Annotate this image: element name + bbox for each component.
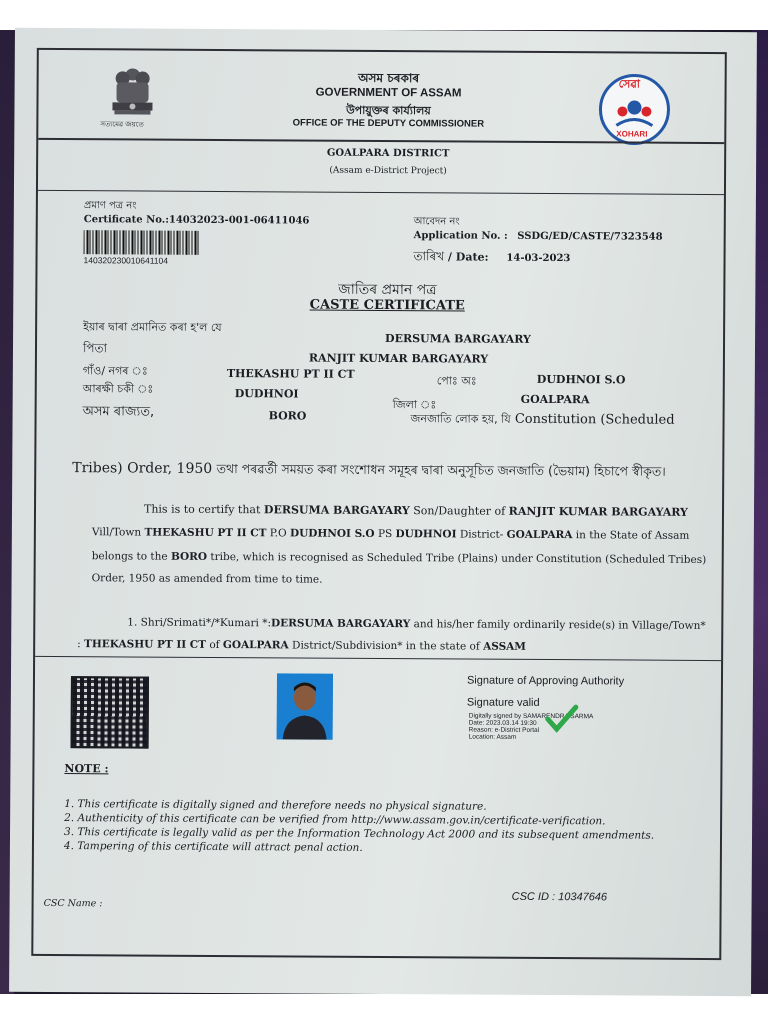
- person-photo-icon: [277, 673, 333, 739]
- title-en: CASTE CERTIFICATE: [309, 297, 465, 314]
- cert-no-value: 14032023-001-06411046: [168, 214, 310, 227]
- p4: Order, 1950 as amended from time to time.: [91, 572, 323, 586]
- father-label-bn: পিতা: [82, 341, 108, 356]
- barcode-number: 140320230010641104: [83, 255, 169, 266]
- field-district: GOALPARA: [520, 392, 590, 407]
- r2-c: District/Subdivision* in the state of: [292, 639, 480, 653]
- date-value: 14-03-2023: [506, 252, 571, 265]
- header-assamese-govt: অসম চৰকাৰ: [358, 70, 420, 86]
- r1-b: and his/her family ordinarily reside(s) in Village/Town*: [413, 618, 706, 632]
- r2-vill: THEKASHU PT II CT: [84, 638, 207, 651]
- district-label-bn: জিলা ঃ: [392, 398, 437, 412]
- p1-a: This is to certify that: [143, 502, 261, 517]
- r1-name: DERSUMA BARGAYARY: [271, 617, 411, 631]
- csc-id-label: CSC ID :: [511, 890, 556, 904]
- background-bottom: [0, 994, 768, 1024]
- csc-name-label: CSC Name :: [43, 897, 103, 910]
- p1-b: Son/Daughter of: [413, 504, 506, 518]
- po-label-bn: পোঃ অঃ: [436, 374, 477, 388]
- logo-text: XOHARI: [616, 129, 648, 139]
- notes-title: NOTE :: [64, 762, 109, 776]
- certify-label-bn: ইয়াৰ দ্বাৰা প্ৰমানিত কৰা হ'ল যে: [83, 320, 222, 335]
- p2-c: PS: [377, 527, 393, 541]
- project-divider: [38, 190, 724, 195]
- sig-reason: Reason: e-District Portal: [468, 726, 540, 734]
- p3-a: belongs to the: [91, 550, 168, 563]
- header-govt: GOVERNMENT OF ASSAM: [315, 86, 462, 100]
- field-po: DUDHNOI S.O: [536, 372, 626, 387]
- logo-script: সেৱা: [618, 77, 641, 91]
- emblem-motto: সত্যমেৱ জয়তে: [100, 120, 144, 129]
- r2-a: :: [77, 638, 81, 651]
- field-name: DERSUMA BARGAYARY: [385, 332, 531, 346]
- valid-check-icon: [545, 703, 579, 737]
- xohari-logo: [594, 69, 674, 149]
- cert-no-label: Certificate No.:: [83, 214, 169, 226]
- project-title: (Assam e-District Project): [329, 165, 447, 177]
- order-en: Tribes) Order, 1950: [72, 460, 213, 477]
- r1-a: 1. Shri/Srimati*/*Kumari *:: [127, 616, 272, 630]
- title-bn: জাতিৰ প্ৰমান পত্ৰ: [338, 281, 437, 299]
- note-4: 4. Tampering of this certificate will attract penal action.: [63, 840, 363, 854]
- app-no-label-bn: আবেদন নং: [413, 216, 460, 228]
- sig-valid: Signature valid: [466, 696, 540, 709]
- csc-id-value: 10347646: [558, 891, 608, 904]
- p2-vill: THEKASHU PT II CT: [144, 526, 267, 540]
- r2-state: ASSAM: [483, 640, 526, 653]
- ps-label-bn: আৰক্ষী চকী ঃ: [82, 382, 154, 396]
- state-label-bn: অসম ৰাজ্যত,: [82, 404, 155, 420]
- p2-d: District-: [459, 528, 504, 541]
- applicant-photo: [277, 673, 333, 739]
- p2-po: DUDHNOI S.O: [289, 527, 375, 540]
- r2-dist: GOALPARA: [222, 639, 289, 652]
- p1-father: RANJIT KUMAR BARGAYARY: [508, 504, 688, 519]
- tribe-line-bn: জনজাতি লোক হয়, যি: [410, 412, 511, 426]
- p2-a: Vill/Town: [91, 526, 142, 539]
- sig-date: Date: 2023.03.14 19:30: [468, 719, 537, 727]
- r2-b: of: [209, 638, 220, 652]
- p1-name: DERSUMA BARGAYARY: [263, 503, 410, 518]
- p3-tribe: BORO: [170, 550, 208, 563]
- body-divider: [35, 656, 721, 661]
- p3-b: tribe, which is recognised as Scheduled Tribe (Plains) under Constitution (Scheduled Tribes): [210, 550, 707, 566]
- sig-authority: Signature of Approving Authority: [466, 674, 625, 688]
- header-assamese-office: উপায়ুক্তৰ কাৰ্য্যালয়: [346, 103, 431, 118]
- p2-dist: GOALPARA: [506, 528, 573, 542]
- p2-e: in the State of Assam: [575, 529, 690, 542]
- order-bn: তথা পৰৱৰ্তী সময়ত কৰা সংশোধন সমূহৰ দ্বাৰা অনুসূচিত জনজাতি (ভৈয়াম) হিচাপে স্বীকৃত।: [216, 460, 666, 479]
- app-no-label: Application No. :: [413, 230, 508, 242]
- field-village: THEKASHU PT II CT: [226, 367, 355, 381]
- note-1: 1. This certificate is digitally signed and therefore needs no physical signature.: [64, 798, 487, 813]
- district-title: GOALPARA DISTRICT: [326, 147, 450, 160]
- note-3: 3. This certificate is legally valid as per the Information Technology Act 2000 and its subsequent amendments.: [64, 826, 655, 842]
- date-label-bn: তাৰিখ: [413, 249, 445, 264]
- field-tribe: BORO: [268, 409, 307, 423]
- background-top: [0, 0, 768, 30]
- tribe-line-en: Constitution (Scheduled: [514, 411, 675, 428]
- sig-signed-by: Digitally signed by SAMARENDRA SARMA: [468, 712, 594, 721]
- field-ps: DUDHNOI: [234, 387, 299, 401]
- p2-b: P.O: [269, 527, 287, 540]
- village-label-bn: গাঁও/ নগৰ ঃ: [82, 364, 148, 378]
- certificate-barcode: [84, 230, 200, 255]
- header-office: OFFICE OF THE DEPUTY COMMISSIONER: [292, 117, 485, 130]
- certificate-frame: [31, 48, 727, 960]
- cert-no-label-bn: প্ৰমাণ পত্ৰ নং: [83, 200, 137, 212]
- certificate-paper: [9, 28, 757, 997]
- date-label: / Date:: [447, 250, 489, 264]
- field-father: RANJIT KUMAR BARGAYARY: [308, 351, 489, 366]
- sig-location: Location: Assam: [468, 733, 517, 741]
- state-emblem: [98, 64, 166, 136]
- note-2: 2. Authenticity of this certificate can be verified from http://www.assam.gov.in/certificate-verification.: [64, 812, 606, 828]
- qr-code: [71, 676, 149, 748]
- app-no-value: SSDG/ED/CASTE/7323548: [517, 230, 663, 243]
- p2-ps: DUDHNOI: [395, 528, 457, 541]
